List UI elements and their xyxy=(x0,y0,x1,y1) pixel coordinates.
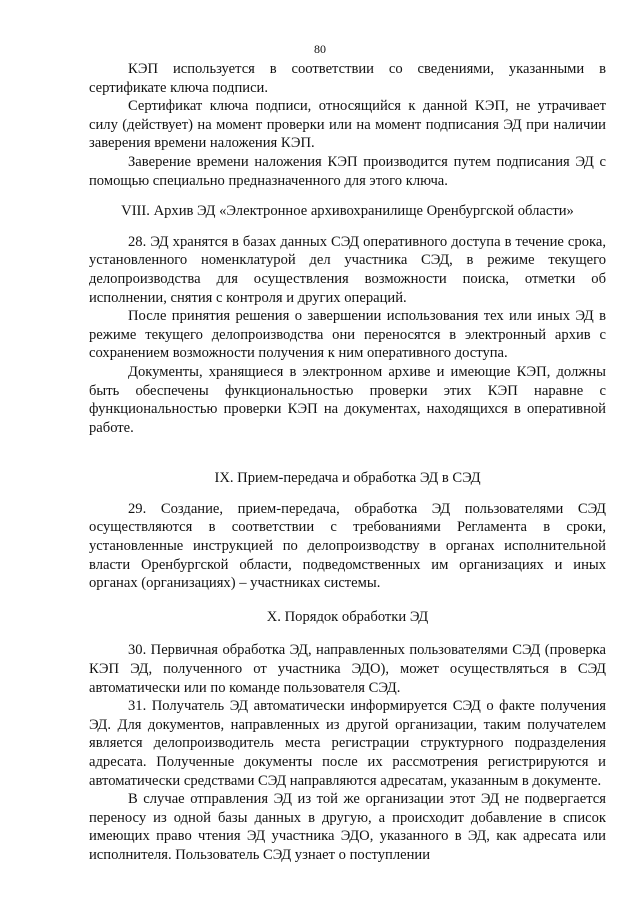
paragraph: 28. ЭД хранятся в базах данных СЭД оперативного доступа в течение срока, установленного номенклатурой дел участника СЭД, в режиме текущего делопроизводства для осуществления возможности поиска, отметки об исполнении, снятия с контроля и других операций. xyxy=(89,233,606,306)
paragraph: Документы, хранящиеся в электронном архиве и имеющие КЭП, должны быть обеспечены функциональностью проверки этих КЭП наравне с функциональностью проверки КЭП на документах, находящихся в оперативной работе. xyxy=(89,363,606,436)
page-number: 80 xyxy=(314,42,326,56)
paragraph: В случае отправления ЭД из той же организации этот ЭД не подвергается переносу из одной базы данных в другую, а происходит добавление в список имеющих право чтения ЭД участника ЭДО, указанного в ЭД, как адресата или исполнителя. Пользователь СЭД узнает о поступлении xyxy=(89,791,606,863)
page-content xyxy=(89,60,606,865)
section-heading-8: VIII. Архив ЭД «Электронное архивохранилище Оренбургской области» xyxy=(121,203,574,220)
paragraph: После принятия решения о завершении использования тех или иных ЭД в режиме текущего делопроизводства они переносятся в электронный архив с сохранением возможности получения к ним оперативного доступа. xyxy=(89,308,606,362)
paragraph: Заверение времени наложения КЭП производится путем подписания ЭД с помощью специально предназначенного для этого ключа. xyxy=(89,153,606,189)
paragraph: 31. Получатель ЭД автоматически информируется СЭД о факте получения ЭД. Для документов, направленных из другой организации, таким получателем является делопроизводитель места регистрации структурного подразделения адресата. Полученные документы после их рассмотрения регистрируются и автоматически средствами СЭД направляются адресатам, указанным в документе. xyxy=(89,698,606,789)
paragraph: Сертификат ключа подписи, относящийся к данной КЭП, не утрачивает силу (действует) на момент проверки или на момент подписания ЭД при наличии заверения времени наложения КЭП. xyxy=(89,98,606,152)
paragraph: КЭП используется в соответствии со сведениями, указанными в сертификате ключа подписи. xyxy=(89,61,606,96)
paragraph: 29. Создание, прием-передача, обработка ЭД пользователями СЭД осуществляются в соответствии с требованиями Регламента в сроки, установленные инструкцией по делопроизводству в органах исполнительной власти Оренбургской области, подведомственных им организациях и иных органах (организациях) – участниках системы. xyxy=(89,500,606,592)
section-heading-9: IX. Прием-передача и обработка ЭД в СЭД xyxy=(214,470,481,487)
section-heading-10: X. Порядок обработки ЭД xyxy=(266,608,429,625)
paragraph: 30. Первичная обработка ЭД, направленных пользователями СЭД (проверка КЭП ЭД, полученного от участника ЭДО), может осуществляться в СЭД автоматически или по команде пользователя СЭД. xyxy=(89,642,606,696)
